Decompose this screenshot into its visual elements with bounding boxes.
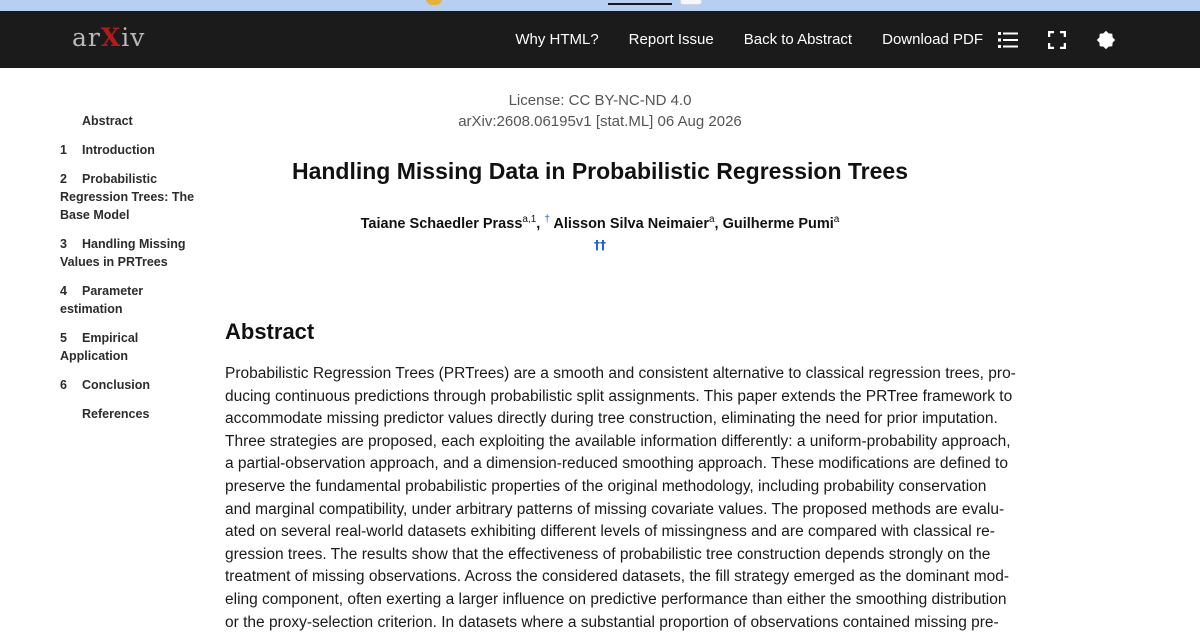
author-name: Guilherme Pumi <box>722 215 834 232</box>
abstract-line: gression trees. The results show that the effectiveness of probabilistic tree construction depends strongly on the <box>225 545 991 563</box>
abstract-line: Three strategies are proposed, each exploiting the available information differently: a uniform-probability approach, <box>225 432 1011 450</box>
author-affiliation: a <box>833 214 840 225</box>
toc-item-introduction[interactable]: 1 Introduction <box>60 143 155 157</box>
banner-button[interactable] <box>680 0 702 5</box>
emoji-icon <box>426 0 442 5</box>
author-list: Taiane Schaedler Prass$^{a,1}$, † Alisson Silva Neimaier$^a$, Guilherme Pumi$^a$ <box>360 214 840 232</box>
toc-item-conclusion[interactable]: 6 Conclusion <box>60 378 151 392</box>
abstract-line: accommodate missing predictor values directly during tree construction, eliminating the need for prior imputation. <box>225 410 998 428</box>
footnote-marks[interactable]: †† <box>594 238 606 252</box>
banner-link[interactable] <box>608 3 672 5</box>
report-issue-link[interactable]: Report Issue <box>628 31 714 48</box>
paper-title: Handling Missing Data in Probabilistic Regression Trees <box>291 158 909 184</box>
toc-item-abstract[interactable]: Abstract <box>82 114 133 128</box>
abstract-line: ducing continuous predictions through probabilistic split assignments. This paper extends the PRTree framework to <box>225 387 1013 405</box>
abstract-body <box>225 363 1016 634</box>
toc-item-empirical-application[interactable]: 5 Empirical Application <box>60 331 139 363</box>
abstract-line: treatment of missing observations. Across the considered datasets, the fill strategy emerged as the dominant mod- <box>225 568 1010 586</box>
toc-item-base-model[interactable]: 2 Probabilistic Regression Trees: The Base Model <box>60 172 195 222</box>
abstract-line: eling component, often exerting a larger influence on predictive performance than either the smoothing distribution <box>225 590 1007 608</box>
nav-links <box>515 11 983 68</box>
back-to-abstract-link[interactable]: Back to Abstract <box>743 31 853 48</box>
abstract-line: preserve the fundamental probabilistic properties of the original methodology, including probability conservation <box>225 477 987 495</box>
arxiv-id-line: arXiv:2608.06195v1 [stat.ML] 06 Aug 2026 <box>458 113 742 130</box>
author-name: Alisson Silva Neimaier <box>553 215 709 232</box>
license-line: License: CC BY-NC-ND 4.0 <box>508 92 692 109</box>
toc-item-references[interactable]: References <box>82 407 150 421</box>
abstract-line: a partial-observation approach, and a dimension-reduced smoothing approach. These modifications are defined to <box>225 455 1008 473</box>
toc-item-missing-values[interactable]: 3 Handling Missing Values in PRTrees <box>60 237 186 269</box>
top-navbar <box>0 11 1200 68</box>
author-affiliation: a,1 <box>522 214 537 225</box>
download-pdf-link[interactable]: Download PDF <box>882 31 983 48</box>
list-icon[interactable] <box>998 30 1018 50</box>
why-html-link[interactable]: Why HTML? <box>515 31 599 48</box>
theme-settings-icon[interactable] <box>1096 30 1116 50</box>
abstract-heading: Abstract <box>225 319 315 344</box>
browser-top-strip <box>0 0 1200 11</box>
abstract-line: and marginal compatibility, under arbitrary patterns of missing covariate values. The proposed methods are evalu- <box>225 500 1005 518</box>
author-name: Taiane Schaedler Prass <box>360 215 523 232</box>
toc-item-parameter-estimation[interactable]: 4 Parameter estimation <box>60 284 144 316</box>
abstract-line: Probabilistic Regression Trees (PRTrees) are a smooth and consistent alternative to classical regression trees, pro- <box>225 365 1016 382</box>
author-footnote-link[interactable]: † <box>544 214 550 225</box>
abstract-line: or the proxy-selection criterion. In datasets where a substantial proportion of observations contained missing pre- <box>225 613 999 631</box>
arxiv-logo[interactable]: arXiv <box>72 23 146 52</box>
table-of-contents <box>60 112 200 434</box>
fullscreen-icon[interactable] <box>1047 30 1067 50</box>
author-affiliation: a <box>708 214 715 225</box>
abstract-line: ated on several real-world datasets exhibiting different levels of missingness and are compared with classical re- <box>225 523 995 541</box>
